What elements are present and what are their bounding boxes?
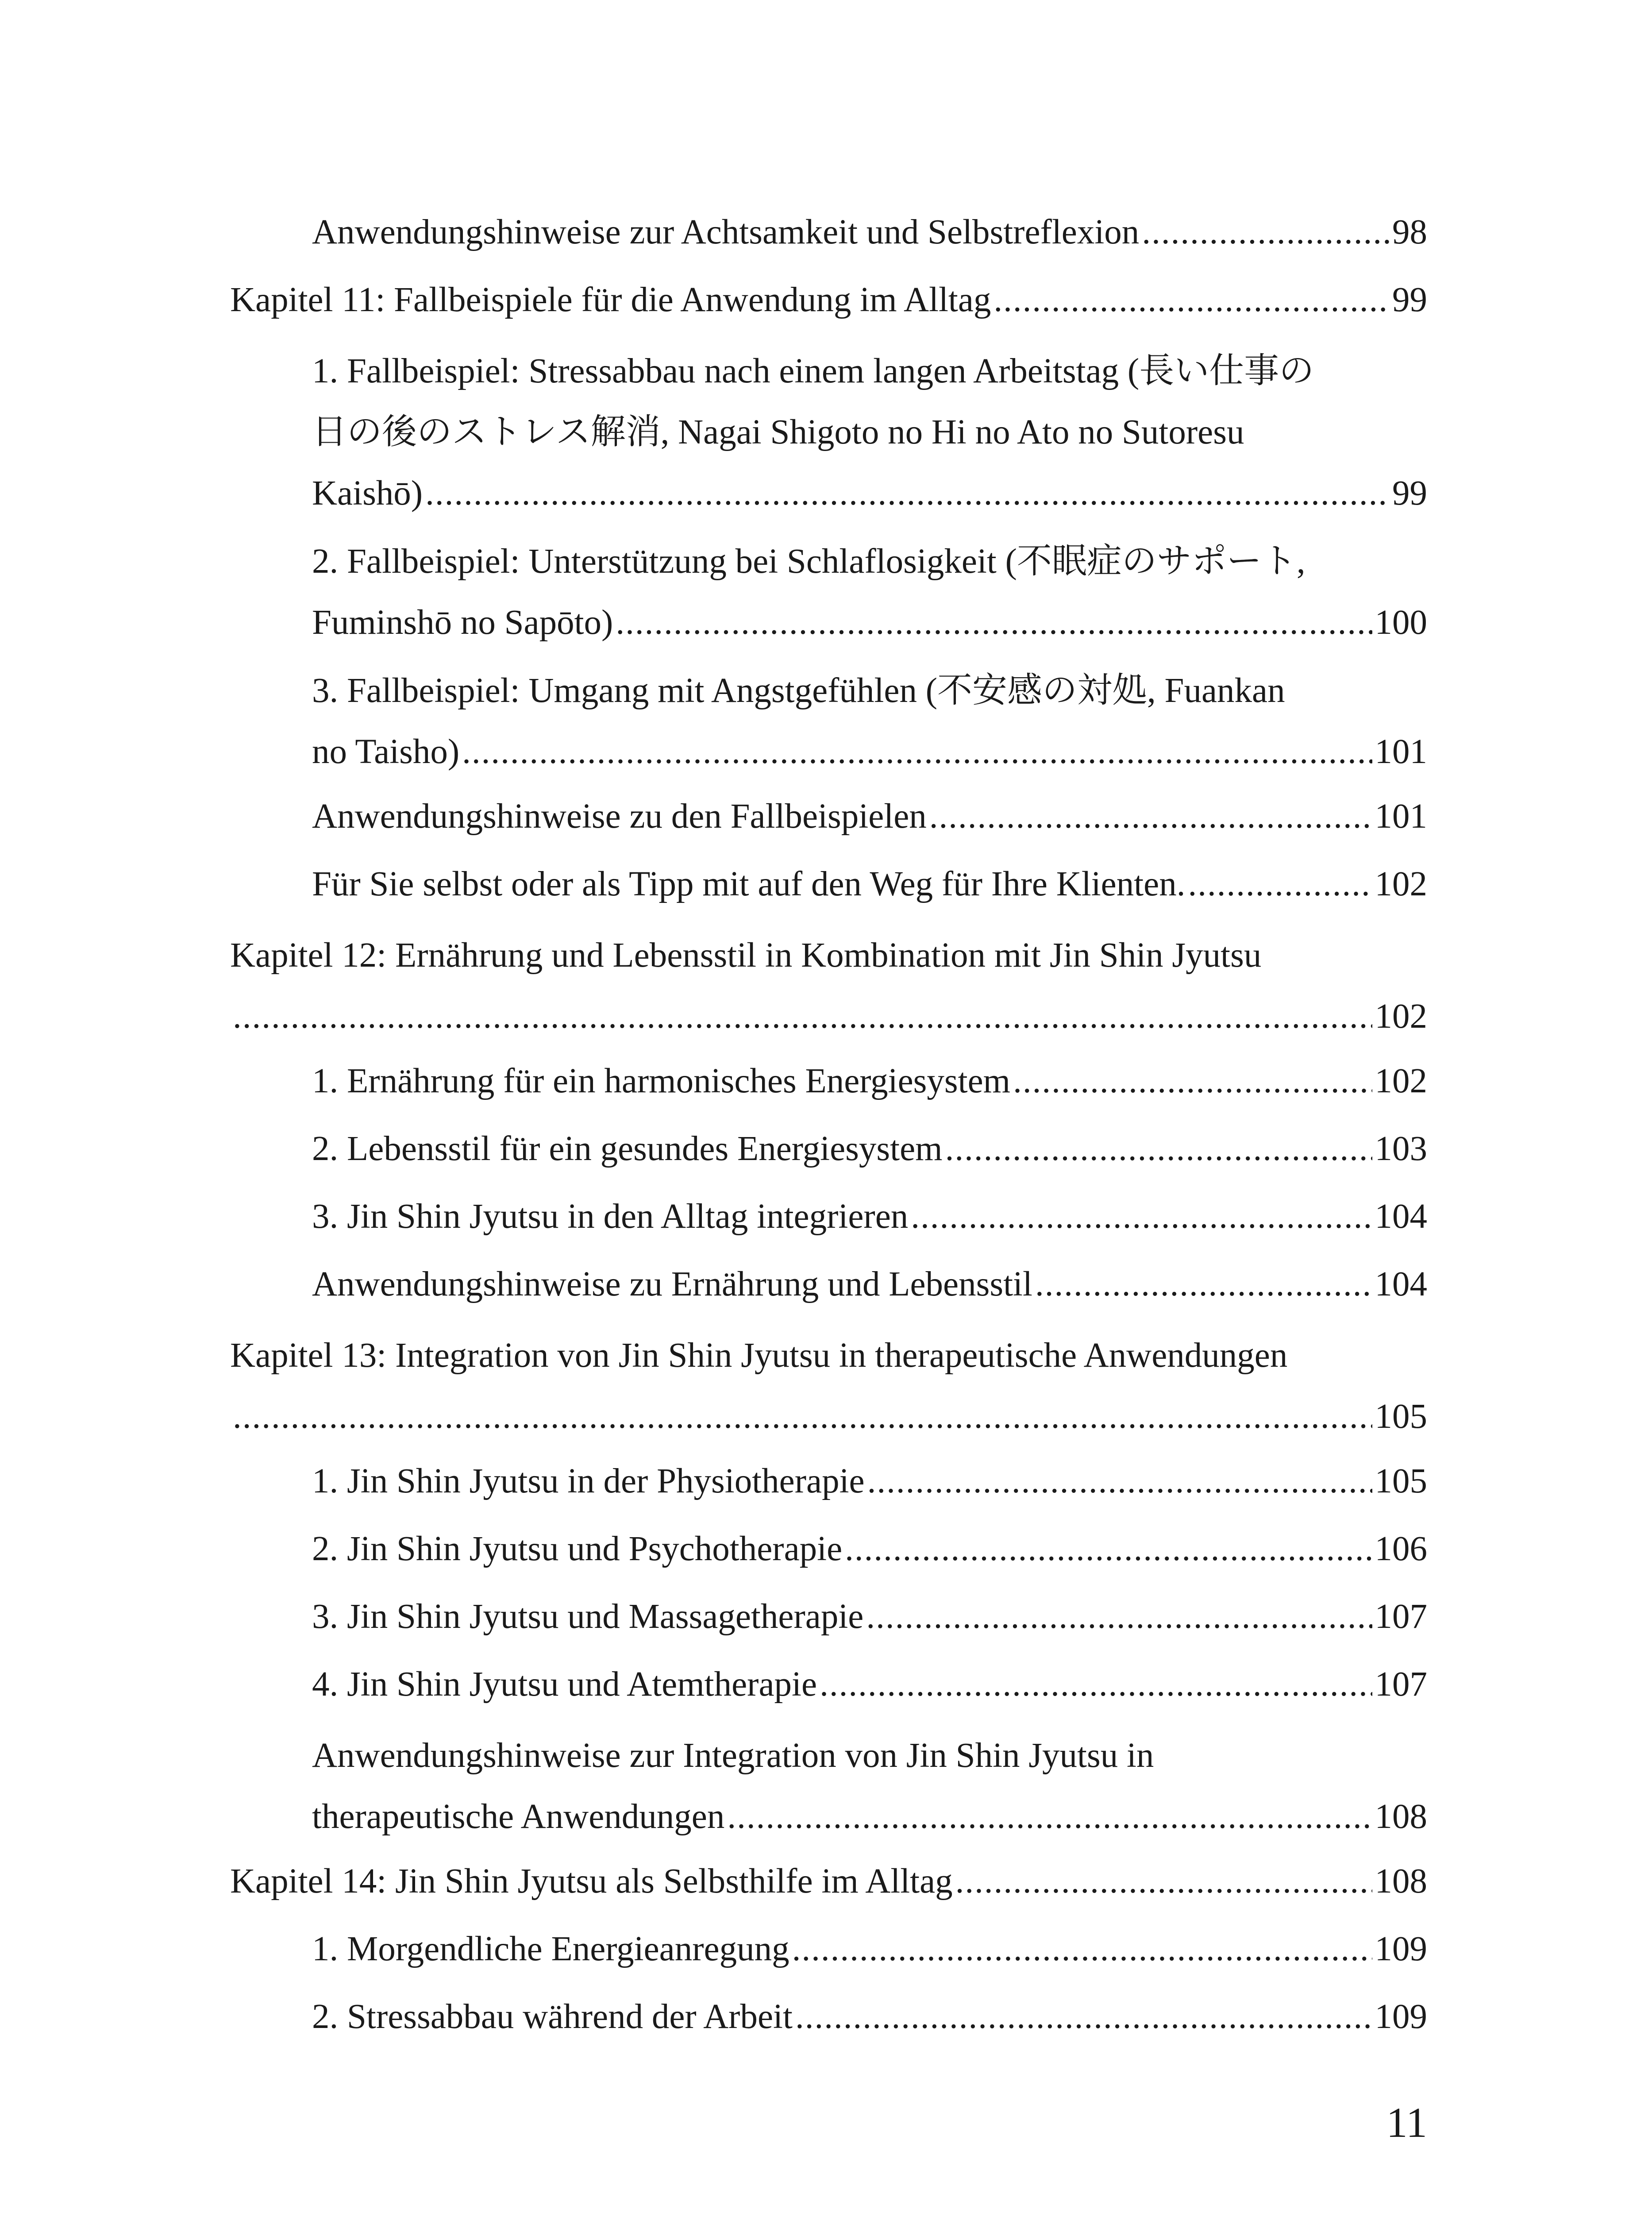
toc-entry-title: 1. Ernährung für ein harmonisches Energiesystem xyxy=(312,1062,1011,1100)
toc-entry-leader-line xyxy=(312,1183,1427,1250)
toc-entry-title: 1. Jin Shin Jyutsu in der Physiotherapie xyxy=(312,1462,865,1500)
toc-entry-title: Kapitel 11: Fallbeispiele für die Anwendung im Alltag xyxy=(230,281,991,319)
toc-entry-title: Fuminshō no Sapōto) xyxy=(312,603,613,642)
toc-entry-page-number: 103 xyxy=(1375,1130,1427,1168)
dot-leader xyxy=(820,1650,1372,1718)
toc-entry-leader-line xyxy=(312,1250,1427,1318)
toc-entry-title: 2. Stressabbau während der Arbeit xyxy=(312,1997,793,2036)
toc-entry-page-number: 104 xyxy=(1375,1197,1427,1236)
toc-entry-leader-line xyxy=(230,1386,1427,1447)
dot-leader xyxy=(616,592,1372,653)
toc-entry-page-number: 102 xyxy=(1375,865,1427,903)
toc-section-entry xyxy=(230,1250,1427,1318)
dot-leader xyxy=(462,721,1372,783)
toc-entry-title-line: Kapitel 12: Ernährung und Lebensstil in Kombination mit Jin Shin Jyutsu xyxy=(230,936,1262,975)
toc-entry-title: Anwendungshinweise zu Ernährung und Lebensstil xyxy=(312,1265,1032,1303)
toc-entry-title: Kaishō) xyxy=(312,474,423,513)
dot-leader xyxy=(727,1786,1372,1847)
toc-entry-page-number: 105 xyxy=(1375,1397,1427,1436)
toc-entry-leader-line xyxy=(312,1583,1427,1650)
toc-section-entry xyxy=(230,1447,1427,1515)
toc-entry-page-number: 109 xyxy=(1375,1997,1427,2036)
toc-section-entry xyxy=(230,341,1427,524)
dot-leader xyxy=(233,1386,1372,1447)
toc-chapter-entry xyxy=(230,1847,1427,1915)
toc-entry-title-line: 1. Fallbeispiel: Stressabbau nach einem langen Arbeitstag (長い仕事の xyxy=(312,352,1314,390)
toc-section-entry xyxy=(230,1115,1427,1183)
dot-leader xyxy=(233,986,1372,1047)
toc-entry-title: 2. Jin Shin Jyutsu und Psychotherapie xyxy=(312,1530,843,1568)
dot-leader xyxy=(867,1447,1372,1515)
toc-section-entry xyxy=(230,198,1427,266)
toc-entry-leader-line xyxy=(312,1047,1427,1115)
toc-entry-leader-line xyxy=(312,1447,1427,1515)
toc-entry-page-number: 102 xyxy=(1375,997,1427,1036)
toc-entry-leader-line xyxy=(312,1786,1427,1847)
toc-entry-title: 4. Jin Shin Jyutsu und Atemtherapie xyxy=(312,1665,817,1704)
toc-entry-title-line: 2. Fallbeispiel: Unterstützung bei Schlaflosigkeit (不眠症のサポート, xyxy=(312,542,1305,581)
toc-entry-leader-line xyxy=(312,1983,1427,2051)
toc-entry-page-number: 100 xyxy=(1375,603,1427,642)
dot-leader xyxy=(1013,1047,1372,1115)
toc-entry-page-number: 99 xyxy=(1392,281,1427,319)
dot-leader xyxy=(1035,1250,1372,1318)
toc-entry-page-number: 101 xyxy=(1375,797,1427,836)
dot-leader xyxy=(792,1915,1372,1983)
toc-entry-leader-line xyxy=(230,986,1427,1047)
toc-entry-title: 1. Morgendliche Energieanregung xyxy=(312,1930,789,1968)
toc-entry-title-line: 3. Fallbeispiel: Umgang mit Angstgefühlen (不安感の対処, Fuankan xyxy=(312,671,1285,710)
toc-entry-title: 3. Jin Shin Jyutsu und Massagetherapie xyxy=(312,1597,864,1636)
toc-entry-title: Anwendungshinweise zu den Fallbeispielen xyxy=(312,797,927,836)
toc-section-entry xyxy=(230,1983,1427,2051)
toc-section-entry xyxy=(230,660,1427,783)
toc-entry-title-line: Anwendungshinweise zur Integration von Jin Shin Jyutsu in xyxy=(312,1736,1154,1775)
toc-entry-page-number: 105 xyxy=(1375,1462,1427,1500)
toc-entry-page-number: 107 xyxy=(1375,1665,1427,1704)
toc-section-entry xyxy=(230,1915,1427,1983)
toc-section-entry xyxy=(230,1515,1427,1583)
toc-entry-leader-line xyxy=(230,1847,1427,1915)
toc-entry-page-number: 104 xyxy=(1375,1265,1427,1303)
toc-entry-title: therapeutische Anwendungen xyxy=(312,1797,725,1836)
toc-entry-title-line: 日の後のストレス解消, Nagai Shigoto no Hi no Ato no Sutoresu xyxy=(312,413,1244,451)
dot-leader xyxy=(1188,850,1372,918)
toc-entry-page-number: 101 xyxy=(1375,733,1427,771)
toc-entry-title-line: Kapitel 13: Integration von Jin Shin Jyutsu in therapeutische Anwendungen xyxy=(230,1336,1288,1375)
dot-leader xyxy=(945,1115,1372,1183)
toc-entry-leader-line xyxy=(312,783,1427,850)
toc-entry-leader-line xyxy=(230,266,1427,334)
toc-entry-leader-line xyxy=(312,1915,1427,1983)
toc-entry-page-number: 108 xyxy=(1375,1862,1427,1901)
toc-chapter-entry xyxy=(230,925,1427,1047)
toc-entry-page-number: 99 xyxy=(1392,474,1427,513)
toc-entry-leader-line xyxy=(312,592,1427,653)
toc-entry-title: 3. Jin Shin Jyutsu in den Alltag integrieren xyxy=(312,1197,909,1236)
toc-section-entry xyxy=(230,531,1427,653)
toc-entry-leader-line xyxy=(312,463,1427,524)
dot-leader xyxy=(955,1847,1372,1915)
toc-entry-title: 2. Lebensstil für ein gesundes Energiesystem xyxy=(312,1130,943,1168)
toc-entry-leader-line xyxy=(312,1515,1427,1583)
toc-entry-page-number: 108 xyxy=(1375,1797,1427,1836)
toc-entry-page-number: 107 xyxy=(1375,1597,1427,1636)
toc-section-entry xyxy=(230,1650,1427,1718)
toc-entry-leader-line xyxy=(312,1115,1427,1183)
toc-section-entry xyxy=(230,1047,1427,1115)
dot-leader xyxy=(866,1583,1372,1650)
toc-chapter-entry xyxy=(230,266,1427,334)
toc-entry-title: no Taisho) xyxy=(312,733,460,771)
dot-leader xyxy=(845,1515,1372,1583)
toc-entry-leader-line xyxy=(312,721,1427,783)
dot-leader xyxy=(994,266,1390,334)
toc-entry-page-number: 106 xyxy=(1375,1530,1427,1568)
toc-chapter-entry xyxy=(230,1325,1427,1447)
toc-entry-page-number: 109 xyxy=(1375,1930,1427,1968)
toc-entry-page-number: 98 xyxy=(1392,213,1427,251)
toc-section-entry xyxy=(230,850,1427,918)
dot-leader xyxy=(929,783,1372,850)
toc-section-entry xyxy=(230,783,1427,850)
toc-entry-page-number: 102 xyxy=(1375,1062,1427,1100)
table-of-contents xyxy=(230,198,1427,2051)
toc-entry-leader-line xyxy=(312,850,1427,918)
toc-section-entry xyxy=(230,1583,1427,1650)
dot-leader xyxy=(911,1183,1372,1250)
toc-section-entry xyxy=(230,1183,1427,1250)
toc-entry-title: Kapitel 14: Jin Shin Jyutsu als Selbsthilfe im Alltag xyxy=(230,1862,953,1901)
toc-section-entry xyxy=(230,1725,1427,1847)
toc-entry-title: Anwendungshinweise zur Achtsamkeit und Selbstreflexion xyxy=(312,213,1140,251)
toc-entry-leader-line xyxy=(312,1650,1427,1718)
dot-leader xyxy=(425,463,1390,524)
toc-entry-leader-line xyxy=(312,198,1427,266)
page-number: 11 xyxy=(1386,2099,1427,2146)
dot-leader xyxy=(1142,198,1390,266)
dot-leader xyxy=(795,1983,1372,2051)
toc-entry-title: Für Sie selbst oder als Tipp mit auf den Weg für Ihre Klienten. xyxy=(312,865,1186,903)
